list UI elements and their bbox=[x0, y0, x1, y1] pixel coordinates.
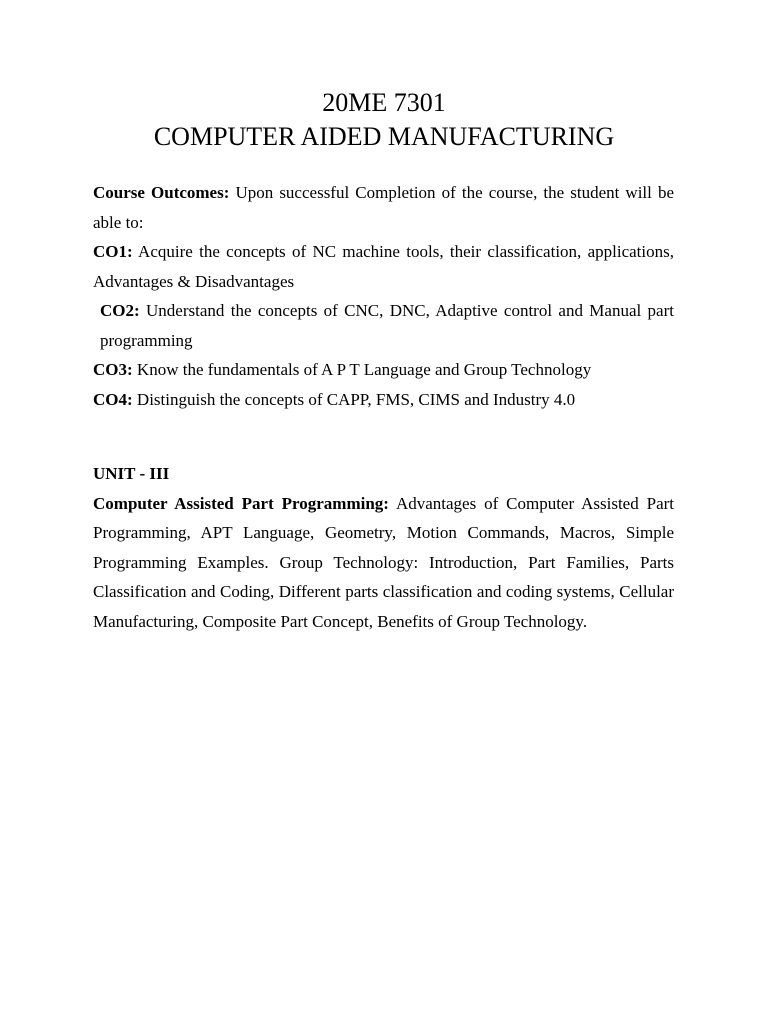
outcome-co4 bbox=[93, 385, 674, 415]
outcome-text: Know the fundamentals of A P T Language and Group Technology bbox=[132, 360, 592, 379]
outcome-text: Acquire the concepts of NC machine tools, their classification, applications, Advantages & Disadvantages bbox=[93, 242, 674, 291]
unit-heading bbox=[93, 459, 674, 489]
outcome-label: CO1: bbox=[93, 242, 133, 261]
outcomes-intro-label: Course Outcomes: bbox=[93, 183, 230, 202]
title-block bbox=[0, 86, 768, 154]
unit-content bbox=[93, 489, 674, 637]
outcome-co3 bbox=[93, 355, 674, 385]
outcome-label: CO3: bbox=[93, 360, 133, 379]
unit-topic-text: Advantages of Computer Assisted Part Programming, APT Language, Geometry, Motion Commands, Macros, Simple Programming Examples. Group Technology: Introduction, Part Families, Parts Classification and Coding, Different parts classification and coding systems, Cellular Manufacturing, Composite Part Concept, Benefits of Group Technology. bbox=[93, 493, 674, 631]
outcome-label: CO4: bbox=[93, 389, 133, 409]
course-outcomes-section bbox=[93, 178, 674, 414]
outcome-text: Understand the concepts of CNC, DNC, Adaptive control and Manual part programming bbox=[100, 301, 674, 350]
outcome-co1 bbox=[93, 237, 674, 296]
unit-heading-text: UNIT - III bbox=[93, 464, 170, 483]
outcome-label: CO2: bbox=[100, 301, 140, 320]
outcome-co2 bbox=[93, 296, 674, 355]
course-title: COMPUTER AIDED MANUFACTURING bbox=[153, 122, 615, 151]
outcomes-intro-text: Upon successful Completion of the course, the student will be able to: bbox=[93, 183, 674, 232]
outcome-text: Distinguish the concepts of CAPP, FMS, CIMS and Industry 4.0 bbox=[132, 389, 576, 409]
course-code: 20ME 7301 bbox=[322, 88, 446, 117]
outcomes-intro bbox=[93, 178, 674, 237]
unit-section bbox=[93, 459, 674, 636]
unit-topic-label: Computer Assisted Part Programming: bbox=[93, 493, 389, 513]
